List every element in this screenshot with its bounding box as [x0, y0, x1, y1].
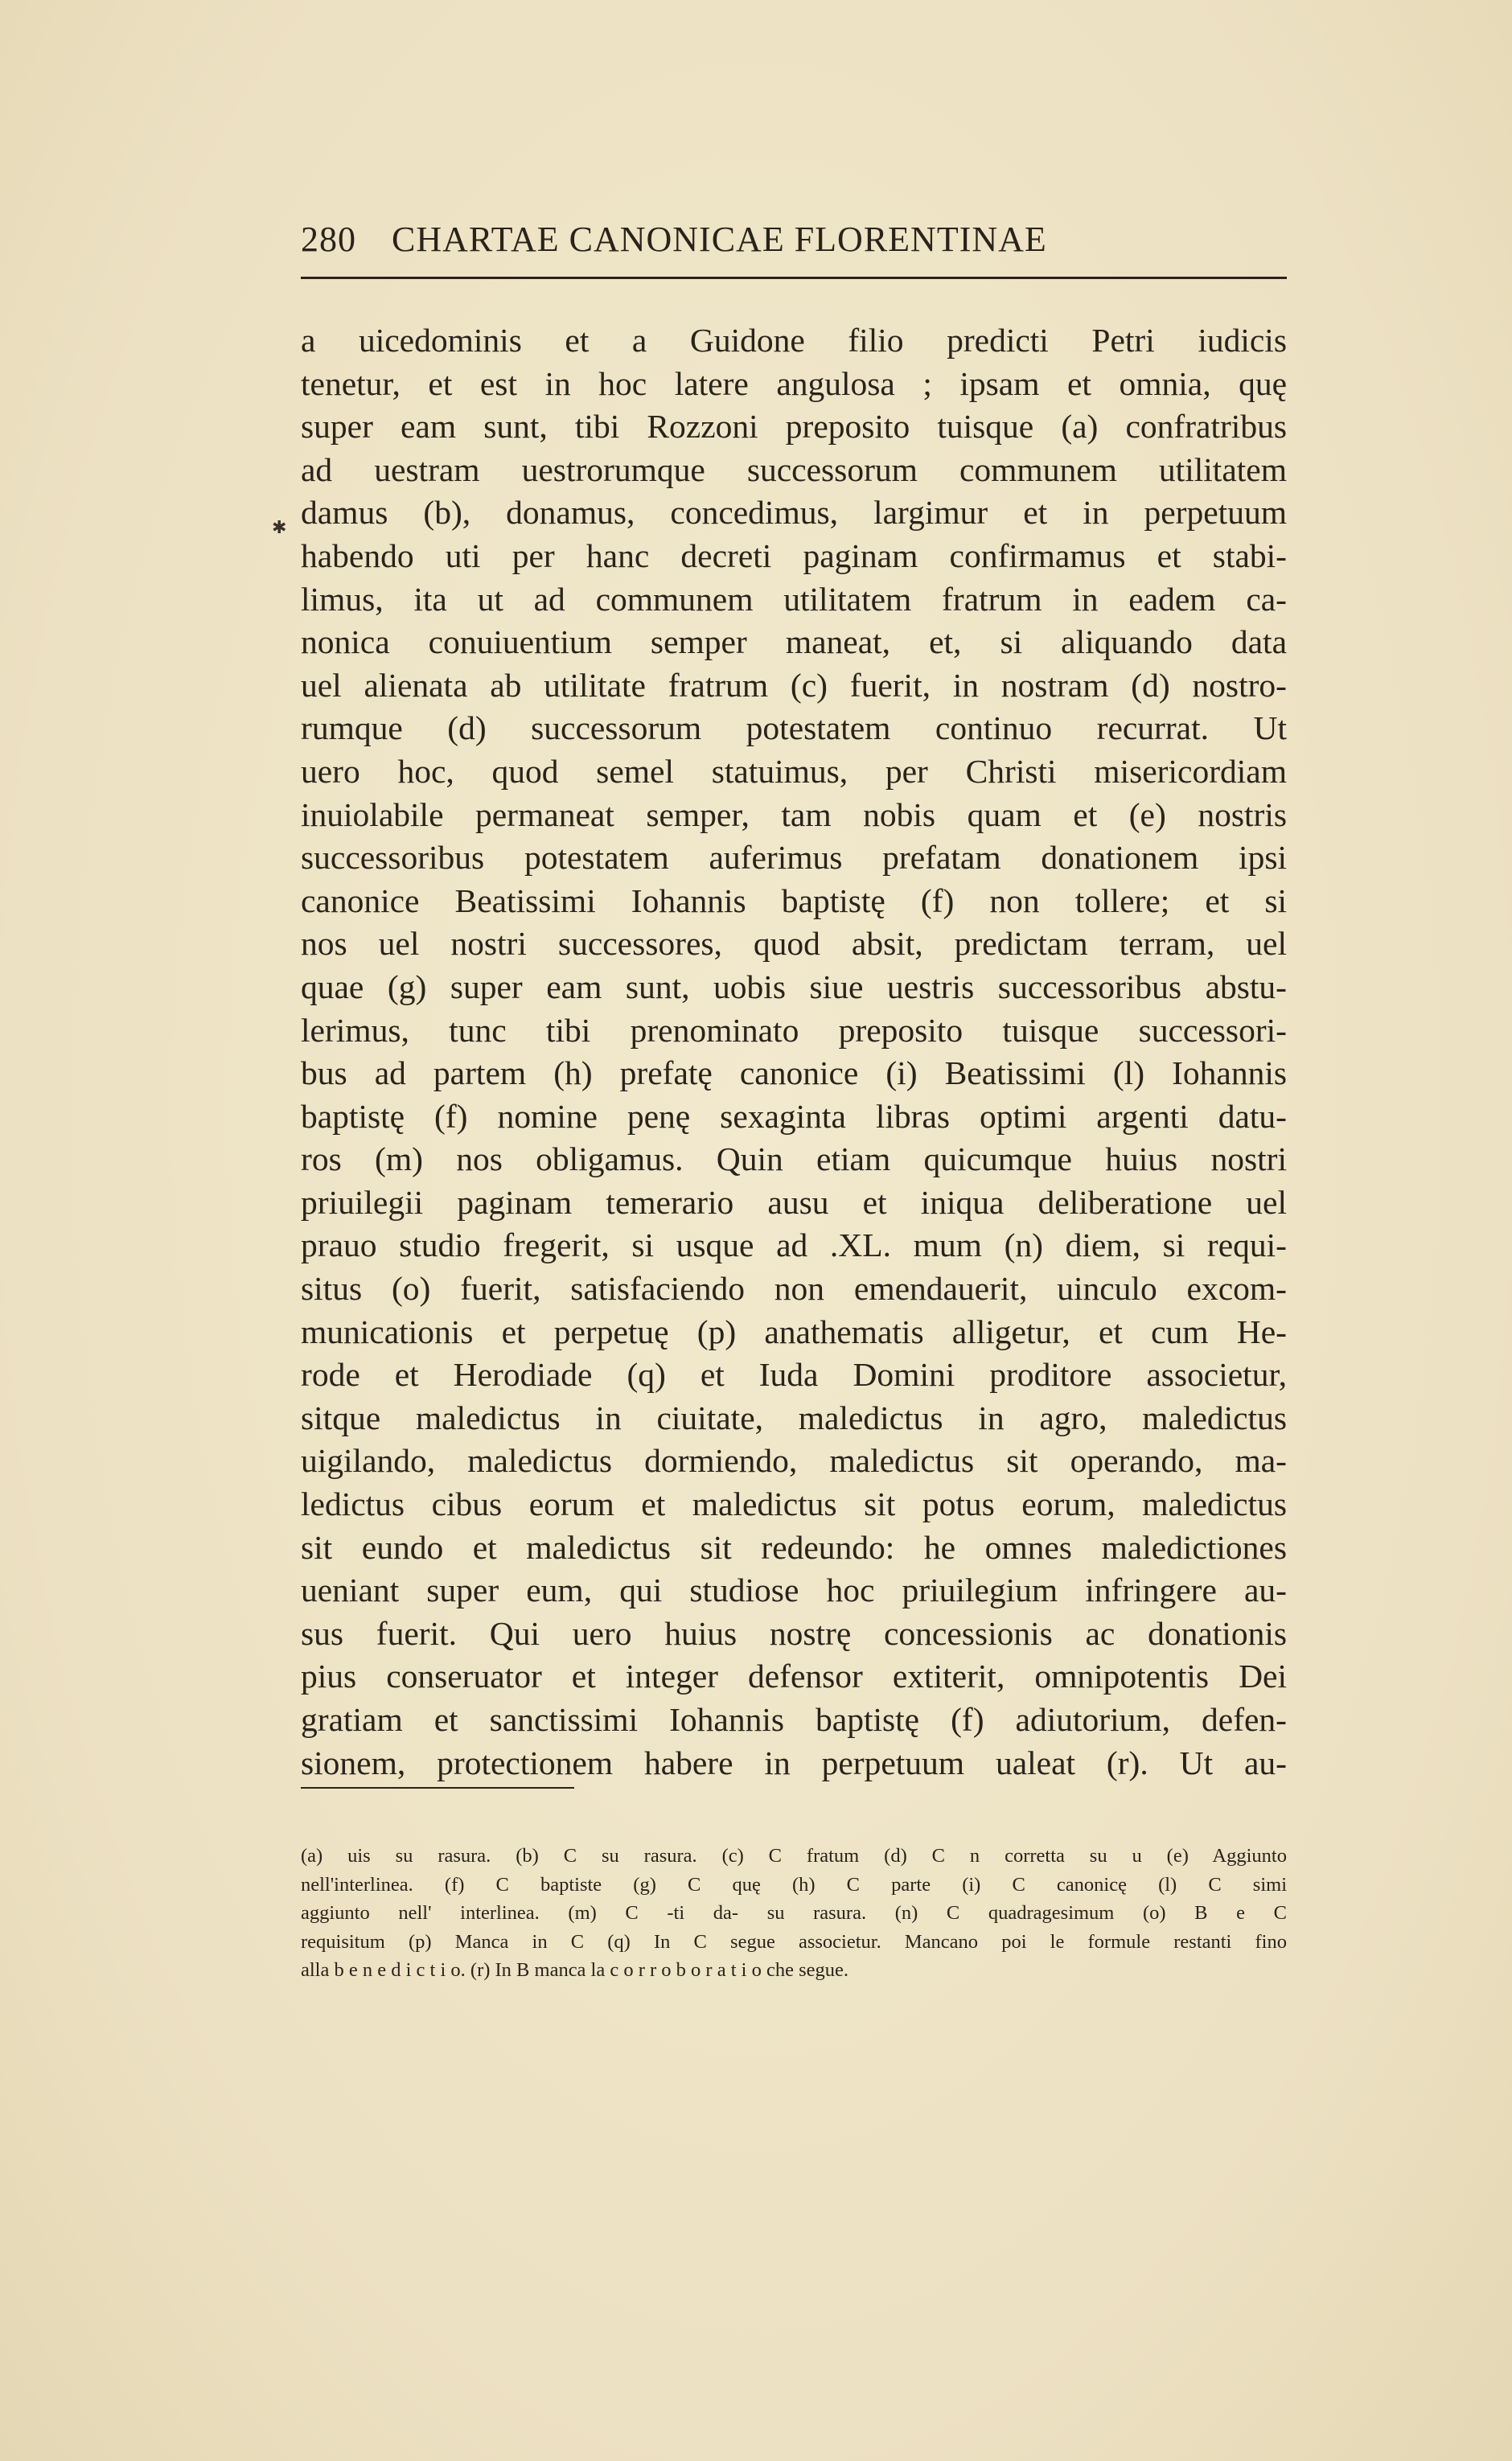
margin-mark-icon: ✱ — [272, 517, 287, 537]
footnote-line: aggiunto nell' interlinea. (m) C -ti da- su rasura. (n) C quadragesimum (o) B e C — [301, 1902, 1287, 1924]
text-line: baptistę (f) nomine penę sexaginta libras optimi argenti datu- — [301, 1097, 1287, 1135]
footnotes — [301, 1842, 1287, 1985]
text-line: ueniant super eum, qui studiose hoc priuilegium infringere au- — [301, 1572, 1287, 1609]
text-line: quae (g) super eam sunt, uobis siue uestris successoribus abstu- — [301, 968, 1287, 1005]
text-line: super eam sunt, tibi Rozzoni preposito tuisque (a) confratribus — [301, 408, 1287, 446]
footnote-line: requisitum (p) Manca in C (q) In C segue associetur. Mancano poi le formule restanti fino — [301, 1930, 1287, 1953]
text-line: gratiam et sanctissimi Iohannis baptistę (f) adiutorium, defen- — [301, 1701, 1287, 1738]
text-line: situs (o) fuerit, satisfaciendo non emendauerit, uinculo excom- — [301, 1270, 1287, 1308]
text-line: limus, ita ut ad communem utilitatem fratrum in eadem ca- — [301, 580, 1287, 618]
running-title: CHARTAE CANONICAE FLORENTINAE — [392, 220, 1047, 259]
main-text — [301, 319, 1287, 1785]
footnote-line: (a) uis su rasura. (b) C su rasura. (c) C fratum (d) C n corretta su u (e) Aggiunto — [301, 1845, 1287, 1867]
text-line: sionem, protectionem habere in perpetuum ualeat (r). Ut au- — [301, 1744, 1287, 1781]
text-line: ledictus cibus eorum et maledictus sit potus eorum, maledictus — [301, 1485, 1287, 1523]
text-line: sus fuerit. Qui uero huius nostrę concessionis ac donationis — [301, 1614, 1287, 1652]
footnote-line: nell'interlinea. (f) C baptiste (g) C quę (h) C parte (i) C canonicę (l) C simi — [301, 1873, 1287, 1896]
text-line: prauo studio fregerit, si usque ad .XL. mum (n) diem, si requi- — [301, 1226, 1287, 1264]
text-line: tenetur, et est in hoc latere angulosa ; ipsam et omnia, quę — [301, 364, 1287, 402]
text-line: uigilando, maledictus dormiendo, maledictus sit operando, ma- — [301, 1442, 1287, 1480]
text-line: nos uel nostri successores, quod absit, predictam terram, uel — [301, 925, 1287, 963]
text-line: inuiolabile permaneat semper, tam nobis quam et (e) nostris — [301, 795, 1287, 833]
text-line: uero hoc, quod semel statuimus, per Christi misericordiam — [301, 752, 1287, 790]
footnote-rule — [301, 1787, 574, 1789]
text-line: rode et Herodiade (q) et Iuda Domini proditore associetur, — [301, 1356, 1287, 1394]
text-line: ros (m) nos obligamus. Quin etiam quicumque huius nostri — [301, 1140, 1287, 1178]
text-line: pius conseruator et integer defensor extiterit, omnipotentis Dei — [301, 1658, 1287, 1695]
text-line: ad uestram uestrorumque successorum communem utilitatem — [301, 450, 1287, 488]
running-header — [301, 219, 1287, 260]
text-line: rumque (d) successorum potestatem continuo recurrat. Ut — [301, 709, 1287, 747]
text-line: uel alienata ab utilitate fratrum (c) fuerit, in nostram (d) nostro- — [301, 666, 1287, 704]
text-line: sitque maledictus in ciuitate, maledictus in agro, maledictus — [301, 1399, 1287, 1436]
text-line: nonica conuiuentium semper maneat, et, si aliquando data — [301, 623, 1287, 661]
page-number: 280 — [301, 220, 356, 259]
text-line: priuilegii paginam temerario ausu et iniqua deliberatione uel — [301, 1183, 1287, 1221]
header-rule — [301, 277, 1287, 279]
text-line: canonice Beatissimi Iohannis baptistę (f) non tollere; et si — [301, 881, 1287, 919]
text-line: a uicedominis et a Guidone filio predicti Petri iudicis — [301, 322, 1287, 359]
text-line: sit eundo et maledictus sit redeundo: he omnes maledictiones — [301, 1528, 1287, 1566]
text-line: damus (b), donamus, concedimus, largimur et in perpetuum — [301, 494, 1287, 532]
text-line: bus ad partem (h) prefatę canonice (i) Beatissimi (l) Iohannis — [301, 1054, 1287, 1092]
text-line: habendo uti per hanc decreti paginam confirmamus et stabi- — [301, 536, 1287, 574]
text-line: successoribus potestatem auferimus prefatam donationem ipsi — [301, 839, 1287, 877]
text-line: municationis et perpetuę (p) anathematis alligetur, et cum He- — [301, 1313, 1287, 1350]
footnote-line: alla b e n e d i c t i o. (r) In B manca la c o r r o b o r a t i o che segue. — [301, 1959, 848, 1981]
text-line: lerimus, tunc tibi prenominato preposito tuisque successori- — [301, 1011, 1287, 1049]
